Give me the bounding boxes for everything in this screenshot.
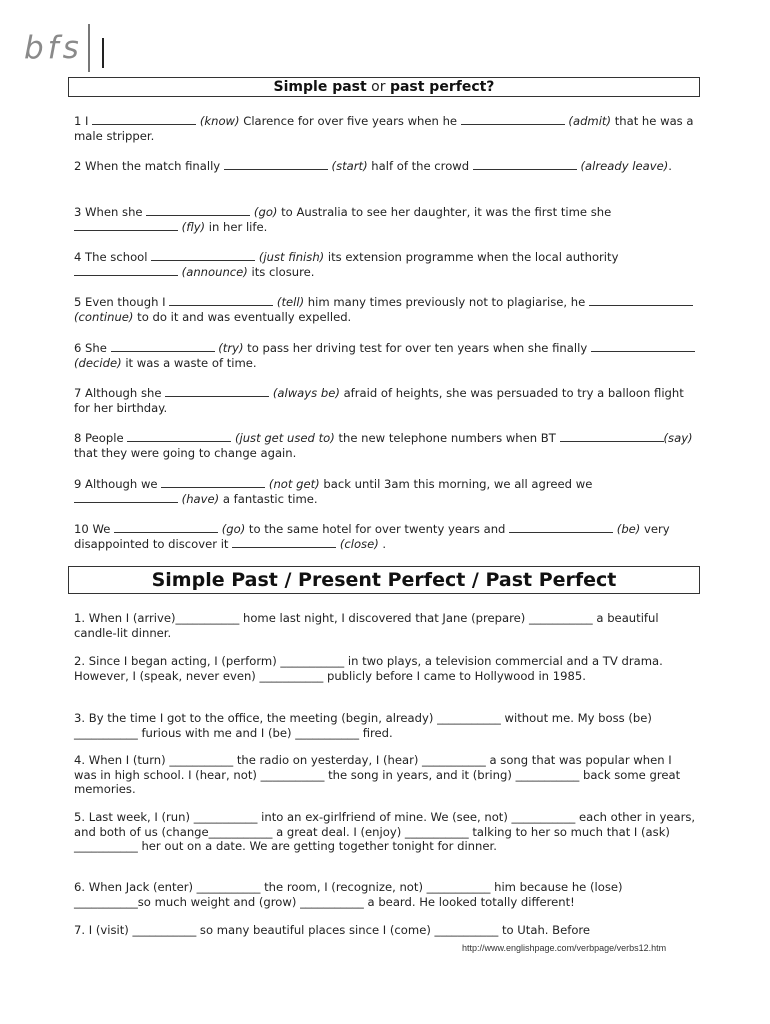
verb-hint: (go) xyxy=(250,205,278,219)
sentence-text: 2 When the match finally xyxy=(74,159,224,173)
exercise-item xyxy=(74,341,698,371)
verb-hint: (just finish) xyxy=(255,250,325,264)
verb-hint: (admit) xyxy=(564,114,612,128)
verb-hint: (announce) xyxy=(178,265,248,279)
answer-blank[interactable] xyxy=(591,341,695,352)
sentence-text: 1 I xyxy=(74,114,93,128)
exercise-item xyxy=(74,250,698,280)
sentence-text: to Australia to see her daughter, it was the first time she xyxy=(277,205,612,219)
exercise-item: 1. When I (arrive)___________ home last night, I discovered that Jane (prepare) ___________ a beautiful candle-lit dinner. xyxy=(74,611,659,640)
section1-title xyxy=(68,77,700,97)
exercise-item: 5. Last week, I (run) ___________ into an ex-girlfriend of mine. We (see, not) ___________ each other in years, and both of us (change___________ a great deal. I (enjoy) ___________ talking to her so much that I (ask) ___________ her out on a date. We are getting together tonight for dinner. xyxy=(74,810,696,853)
sentence-text: that he was a male stripper. xyxy=(74,114,694,143)
answer-blank[interactable] xyxy=(92,114,196,125)
sentence-text: 4 The school xyxy=(74,250,152,264)
sentence-text: that they were going to change again. xyxy=(74,446,297,460)
verb-hint: (already leave) xyxy=(576,159,669,173)
sentence-text: a fantastic time. xyxy=(219,492,318,506)
answer-blank[interactable] xyxy=(114,522,218,533)
answer-blank[interactable] xyxy=(589,295,693,306)
sentence-text: 10 We xyxy=(74,522,115,536)
verb-hint: (start) xyxy=(327,159,368,173)
exercise-item xyxy=(74,159,698,174)
answer-blank[interactable] xyxy=(111,341,215,352)
exercise-item: 2. Since I began acting, I (perform) ___________ in two plays, a television commercial and a TV drama. However, I (speak, never even) ___________ publicly before I came to Hollywood in 1985. xyxy=(74,654,663,683)
sentence-text: its closure. xyxy=(247,265,315,279)
sentence-text: back until 3am this morning, we all agreed we xyxy=(319,477,593,491)
verb-hint: (say) xyxy=(663,431,693,445)
exercise-item xyxy=(74,295,698,325)
verb-hint: (fly) xyxy=(178,220,206,234)
answer-blank[interactable] xyxy=(151,250,255,261)
verb-hint: (know) xyxy=(196,114,240,128)
exercise-item xyxy=(74,477,698,507)
answer-blank[interactable] xyxy=(461,114,565,125)
verb-hint: (decide) xyxy=(74,356,122,370)
exercise-item xyxy=(74,205,698,235)
verb-hint: (have) xyxy=(178,492,220,506)
exercise-item xyxy=(74,431,698,461)
verb-hint: (just get used to) xyxy=(231,431,335,445)
answer-blank[interactable] xyxy=(165,386,269,397)
answer-blank[interactable] xyxy=(473,159,577,170)
sentence-text: to do it and was eventually expelled. xyxy=(133,310,352,324)
exercise-item xyxy=(74,386,698,416)
answer-blank[interactable] xyxy=(74,492,178,503)
verb-hint: (not get) xyxy=(265,477,320,491)
sentence-text: him many times previously not to plagiarise, he xyxy=(304,295,589,309)
verb-hint: (continue) xyxy=(74,310,134,324)
sentence-text: the new telephone numbers when BT xyxy=(334,431,560,445)
exercise-item: 3. By the time I got to the office, the meeting (begin, already) ___________ without me. My boss (be) ___________ furious with me and I (be) ___________ fired. xyxy=(74,711,652,740)
sentence-text: afraid of heights, she was persuaded to try a balloon flight for her birthday. xyxy=(74,386,684,415)
sentence-text: Clarence for over five years when he xyxy=(239,114,461,128)
verb-hint: (try) xyxy=(214,341,244,355)
exercise-item xyxy=(74,114,698,144)
title-or: or xyxy=(366,79,390,95)
sentence-text: . xyxy=(668,159,672,173)
verb-hint: (tell) xyxy=(273,295,305,309)
sentence-text: it was a waste of time. xyxy=(121,356,257,370)
sentence-text: to pass her driving test for over ten years when she finally xyxy=(243,341,591,355)
exercise-item: 7. I (visit) ___________ so many beautiful places since I (come) ___________ to Utah. Before xyxy=(74,923,591,937)
verb-hint: (go) xyxy=(218,522,246,536)
answer-blank[interactable] xyxy=(169,295,273,306)
answer-blank[interactable] xyxy=(146,205,250,216)
answer-blank[interactable] xyxy=(127,431,231,442)
section2-title: Simple Past / Present Perfect / Past Perfect xyxy=(68,566,700,594)
answer-blank[interactable] xyxy=(224,159,328,170)
verb-hint: (be) xyxy=(613,522,641,536)
logo-cursor xyxy=(102,38,104,68)
sentence-text: 3 When she xyxy=(74,205,147,219)
exercise-item: 4. When I (turn) ___________ the radio on yesterday, I (hear) ___________ a song that was popular when I was in high school. I (hear, not) ___________ the song in years, and it (bring) ___________ back some great memories. xyxy=(74,753,681,796)
answer-blank[interactable] xyxy=(74,265,178,276)
source-url: http://www.englishpage.com/verbpage/verbs12.htm xyxy=(462,943,667,953)
answer-blank[interactable] xyxy=(232,537,336,548)
sentence-text: 5 Even though I xyxy=(74,295,170,309)
title-simple-past: Simple past xyxy=(273,79,367,95)
answer-blank[interactable] xyxy=(509,522,613,533)
answer-blank[interactable] xyxy=(74,220,178,231)
logo-divider xyxy=(88,24,90,72)
sentence-text: to the same hotel for over twenty years and xyxy=(245,522,510,536)
answer-blank[interactable] xyxy=(560,431,664,442)
verb-hint: (always be) xyxy=(269,386,340,400)
sentence-text: 7 Although she xyxy=(74,386,166,400)
sentence-text: very disappointed to discover it xyxy=(74,522,670,551)
exercise-item: 6. When Jack (enter) ___________ the room, I (recognize, not) ___________ him because he (lose) ___________so much weight and (grow) ___________ a beard. He looked totally different! xyxy=(74,880,623,909)
sentence-text: its extension programme when the local authority xyxy=(324,250,619,264)
sentence-text: 8 People xyxy=(74,431,128,445)
title-past-perfect: past perfect? xyxy=(389,79,495,95)
sentence-text: in her life. xyxy=(205,220,268,234)
answer-blank[interactable] xyxy=(161,477,265,488)
logo-text: bfs xyxy=(24,30,83,66)
exercise-item xyxy=(74,522,698,552)
sentence-text: half of the crowd xyxy=(367,159,473,173)
verb-hint: (close) xyxy=(336,537,379,551)
sentence-text: 6 She xyxy=(74,341,111,355)
sentence-text: 9 Although we xyxy=(74,477,162,491)
sentence-text: . xyxy=(378,537,387,551)
